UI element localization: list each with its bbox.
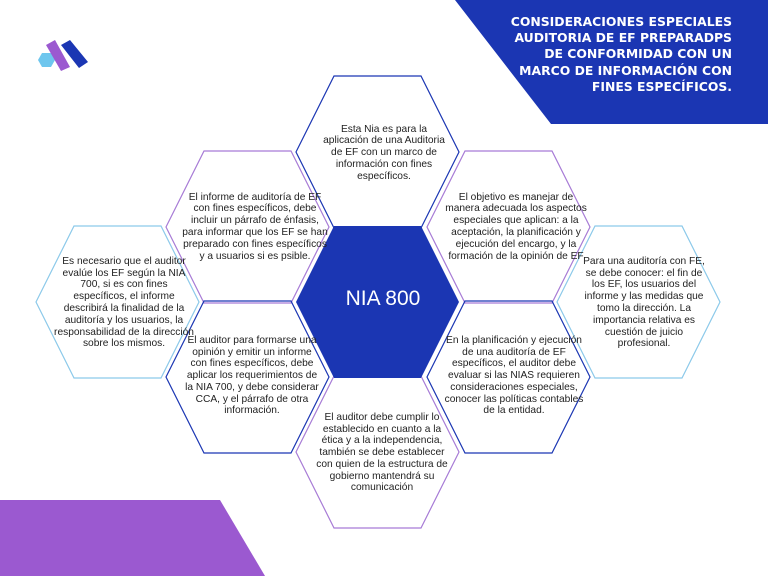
logo-icon (38, 40, 88, 71)
page-title: CONSIDERACIONES ESPECIALES AUDITORIA DE EF PREPARADPS DE CONFORMIDAD CON UN MARCO DE INFORMACIÓN CON FINES ESPECÍFICOS. (510, 14, 732, 94)
center-label: NIA 800 (345, 287, 421, 310)
hexagon-bottom-text: El auditor debe cumplir lo establecido en cuanto a la ética y a la independencia, también se debe establecer con quien de la estructura de gobierno mantendrá su comunicación (316, 411, 448, 494)
hexagon-top-text: Esta Nia es para la aplicación de una Auditoria de EF con un marco de información con fines específicos. (323, 123, 445, 182)
hexagon-lower-left-text: El auditor para formarse una opinión y emitir un informe con fines específicos, debe aplicar los requerimientos de la NIA 700, y debe considerar CCA, y el párrafo de otra información. (185, 334, 319, 417)
hexagon-far-right-text: Para una auditoría con FE, se debe conocer: el fin de los EF, los usuarios del informe y las medidas que tomo la dirección. La importancia relativa es cuestión de juicio profesional. (583, 255, 705, 350)
hexagon-upper-right-text: El objetivo es manejar de manera adecuada los aspectos especiales que aplican: a la aceptación, la planificación y ejecución del encargo, y la formación de la opinión de EF (445, 191, 587, 262)
bottom-left-band (0, 500, 265, 576)
hexagon-lower-right-text: En la planificación y ejecución de una auditoría de EF específicos, el auditor debe evaluar si las NIAS requieren consideraciones especiales, conocer las políticas contables de la entidad. (444, 334, 584, 417)
hexagon-upper-left-text: El informe de auditoría de EF con fines específicos, debe incluir un párrafo de énfasis, para informar que los EF se han preparado con fines específicos y a usuarios si es psible. (182, 191, 328, 262)
hexagon-far-left-text: Es necesario que el auditor evalúe los EF según la NIA 700, si es con fines específicos, el informe describirá la finalidad de la auditoría y los usuarios, la responsabilidad de la dirección sobre los mismos. (54, 255, 194, 350)
